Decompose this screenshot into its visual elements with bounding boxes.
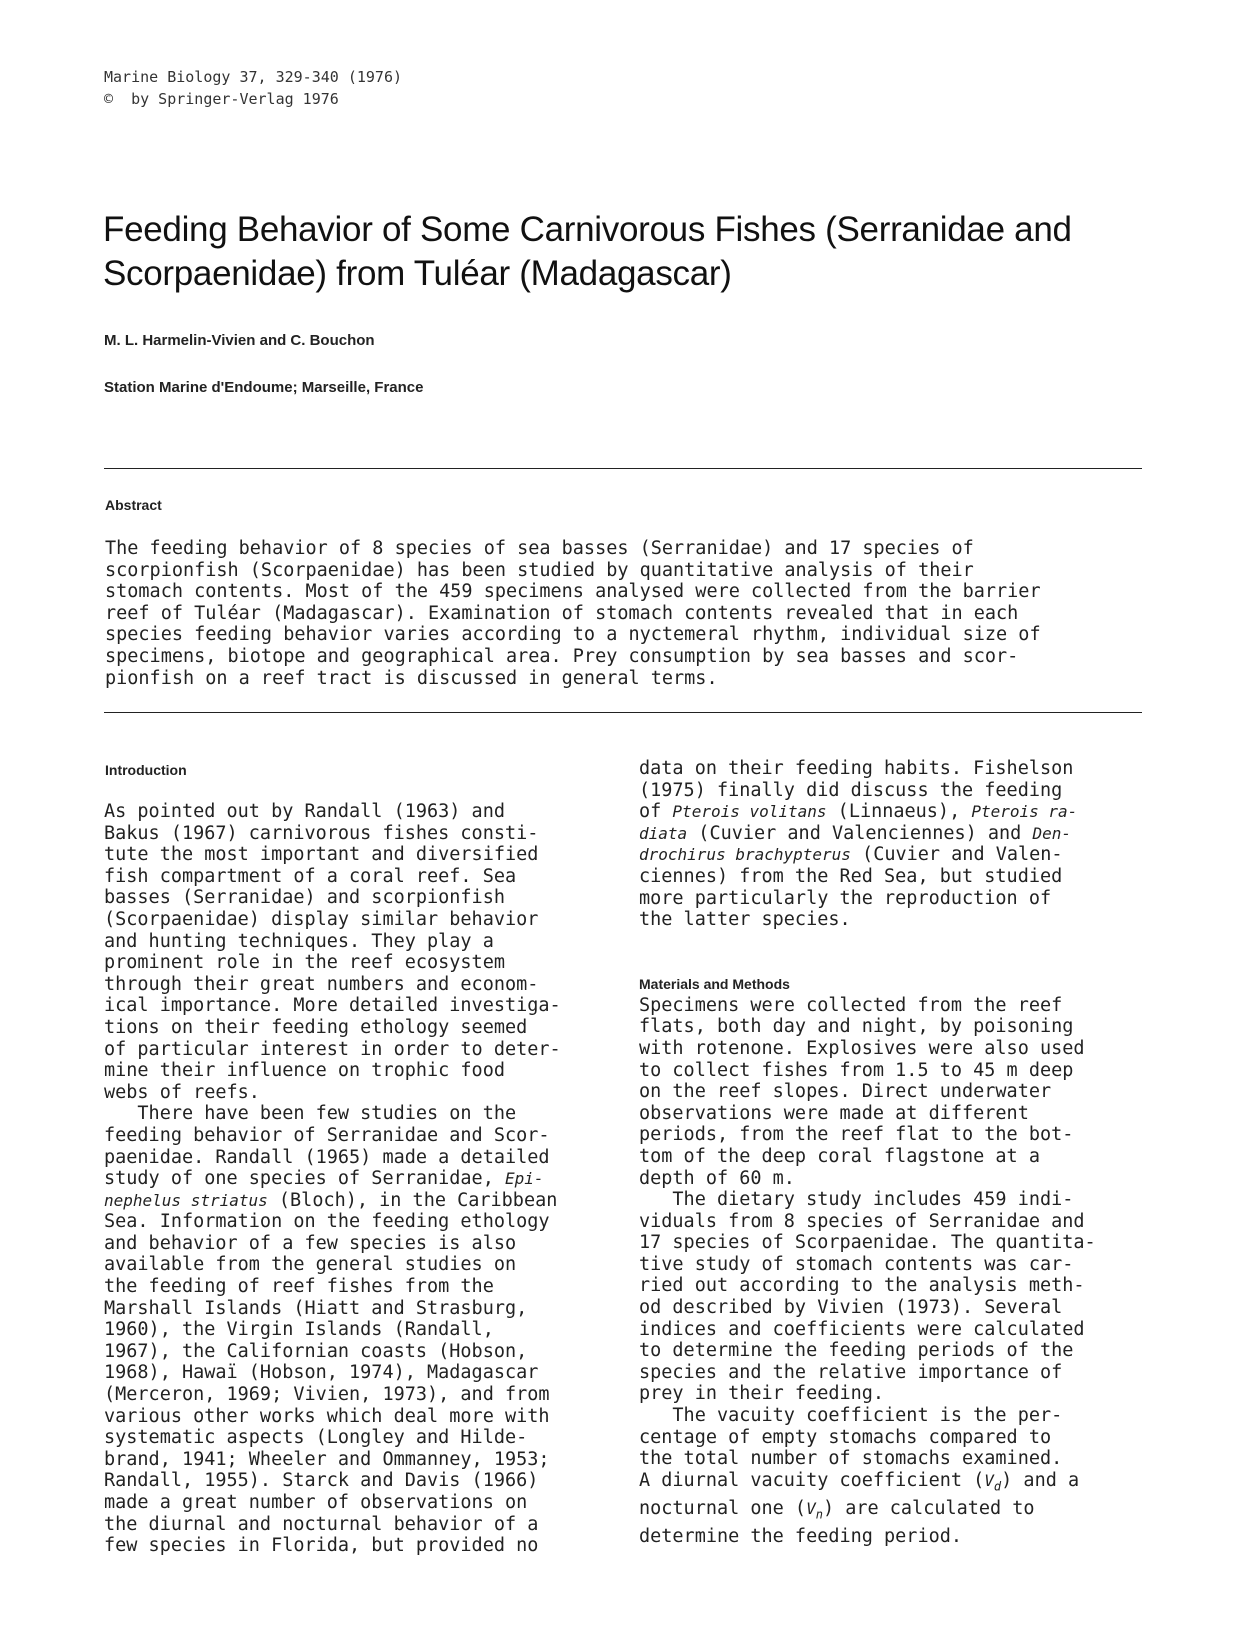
abstract-bottom-rule — [104, 712, 1142, 713]
text-run: (Linnaeus), — [826, 801, 972, 823]
text-line: species and the relative importance of — [639, 1361, 1063, 1383]
abstract-line: stomach contents. Most of the 459 specimens analysed were collected from the barrier — [105, 581, 1041, 603]
text-line: and behavior of a few species is also — [104, 1232, 517, 1254]
text-line: Marshall Islands (Hiatt and Strasburg, — [104, 1297, 528, 1319]
text-run: ) are calculated to — [822, 1498, 1035, 1520]
journal-header — [104, 66, 402, 110]
abstract-top-rule — [104, 468, 1142, 469]
abstract-line: specimens, biotope and geographical area. Prey consumption by sea basses and scor- — [105, 645, 1019, 667]
text-line: with rotenone. Explosives were also used — [639, 1037, 1085, 1059]
abstract-line: The feeding behavior of 8 species of sea basses (Serranidae) and 17 species of — [105, 538, 974, 559]
species-name-italic: Pterois ra- — [971, 802, 1078, 822]
text-line: The dietary study includes 459 indi- — [639, 1189, 1074, 1211]
text-line: various other works which deal more with — [104, 1405, 550, 1427]
abstract-body — [105, 538, 1205, 689]
text-line: indices and coefficients were calculated — [639, 1318, 1085, 1340]
text-line: data on their feeding habits. Fishelson — [639, 758, 1074, 779]
text-line: viduals from 8 species of Serranidae and — [639, 1210, 1085, 1232]
article-authors: M. L. Harmelin-Vivien and C. Bouchon — [104, 332, 375, 349]
text-line: The vacuity coefficient is the per- — [639, 1405, 1063, 1427]
text-line: od described by Vivien (1973). Several — [639, 1297, 1063, 1319]
text-line: made a great number of observations on — [104, 1492, 528, 1513]
text-line: Specimens were collected from the reef — [639, 994, 1063, 1016]
text-line: Randall, 1955). Starck and Davis (1966) — [104, 1470, 539, 1492]
text-line: centage of empty stomachs compared to — [639, 1426, 1052, 1448]
text-line: basses (Serranidae) and scorpionfish — [104, 887, 505, 909]
text-line — [104, 1168, 624, 1190]
text-line — [639, 844, 1159, 866]
text-line — [639, 1470, 1159, 1498]
text-run: (Bloch), in the Caribbean — [267, 1189, 558, 1211]
text-line: As pointed out by Randall (1963) and — [104, 801, 505, 822]
text-run: ) and a — [1001, 1469, 1080, 1491]
abstract-line: reef of Tuléar (Madagascar). Examination of stomach contents revealed that in each — [105, 602, 1019, 624]
species-name-italic: Epi- — [504, 1169, 544, 1189]
journal-citation: Marine Biology 37, 329-340 (1976) — [104, 68, 403, 86]
text-line — [639, 801, 1159, 823]
text-line: ical importance. More detailed investiga- — [104, 995, 561, 1017]
text-run: (Cuvier and Valen- — [850, 844, 1063, 866]
article-title-line-1: Feeding Behavior of Some Carnivorous Fishes (Serranidae and — [103, 210, 1072, 249]
text-line: ried out according to the analysis meth- — [639, 1275, 1085, 1297]
text-line: fish compartment of a coral reef. Sea — [104, 865, 517, 887]
text-line: (Merceron, 1969; Vivien, 1973), and from — [104, 1384, 550, 1406]
text-line: tions on their feeding ethology seemed — [104, 1016, 528, 1038]
text-line — [639, 1498, 1159, 1526]
article-title — [103, 208, 1143, 296]
text-line: prominent role in the reef ecosystem — [104, 952, 505, 974]
symbol-v: V — [806, 1499, 816, 1519]
text-line: periods, from the reef flat to the bot- — [639, 1124, 1074, 1146]
symbol-v: V — [984, 1470, 994, 1490]
text-line: the total number of stomachs examined. — [639, 1448, 1063, 1470]
text-line: feeding behavior of Serranidae and Scor- — [104, 1124, 550, 1146]
text-line: There have been few studies on the — [104, 1103, 517, 1125]
text-line: depth of 60 m. — [639, 1167, 795, 1189]
text-line: 1967), the Californian coasts (Hobson, — [104, 1340, 528, 1362]
text-line: flats, both day and night, by poisoning — [639, 1016, 1074, 1038]
text-line: tive study of stomach contents was car- — [639, 1253, 1074, 1275]
text-line: and hunting techniques. They play a — [104, 930, 494, 952]
text-line: of particular interest in order to deter- — [104, 1038, 561, 1060]
journal-copyright: © by Springer-Verlag 1976 — [104, 90, 339, 108]
species-name-italic: nephelus striatus — [104, 1190, 268, 1210]
text-line: prey in their feeding. — [639, 1383, 885, 1405]
text-line: few species in Florida, but provided no — [104, 1535, 539, 1557]
text-line: the latter species. — [639, 909, 851, 931]
species-name-italic: Den- — [1032, 823, 1071, 843]
text-run: (Cuvier and Valenciennes) and — [687, 822, 1033, 844]
species-name-italic: Pterois volitans — [672, 802, 827, 822]
text-line: brand, 1941; Wheeler and Ommanney, 1953; — [104, 1448, 550, 1470]
text-line: available from the general studies on — [104, 1254, 517, 1276]
text-run: A diurnal vacuity coefficient ( — [639, 1469, 985, 1491]
text-line: ciennes) from the Red Sea, but studied — [639, 865, 1063, 887]
abstract-line: scorpionfish (Scorpaenidae) has been studied by quantitative analysis of their — [105, 559, 974, 581]
abstract-line: pionfish on a reef tract is discussed in general terms. — [105, 667, 718, 689]
text-run: study of one species of Serranidae, — [104, 1168, 505, 1190]
abstract-line: species feeding behavior varies according to a nyctemeral rhythm, individual size of — [105, 624, 1041, 646]
text-run: of — [639, 801, 673, 823]
text-line: Sea. Information on the feeding ethology — [104, 1211, 550, 1233]
introduction-body — [104, 801, 624, 1557]
text-line: to determine the feeding periods of the — [639, 1340, 1074, 1362]
text-line — [639, 823, 1159, 845]
subscript-d: d — [993, 1479, 1002, 1494]
article-title-line-2: Scorpaenidae) from Tuléar (Madagascar) — [103, 254, 732, 293]
text-line: tute the most important and diversified — [104, 844, 539, 866]
text-line: the feeding of reef fishes from the — [104, 1276, 494, 1298]
text-line — [104, 1190, 624, 1212]
text-line: Bakus (1967) carnivorous fishes consti- — [104, 822, 539, 844]
subscript-n: n — [815, 1507, 823, 1522]
text-line: observations were made at different — [639, 1102, 1029, 1124]
text-run: nocturnal one ( — [639, 1498, 807, 1520]
article-affiliation: Station Marine d'Endoume; Marseille, France — [104, 379, 424, 396]
materials-methods-heading: Materials and Methods — [639, 976, 790, 992]
text-line: (1975) finally did discuss the feeding — [639, 779, 1063, 801]
species-name-italic: drochirus brachypterus — [639, 845, 851, 865]
text-line: 17 species of Scorpaenidae. The quantita- — [639, 1232, 1096, 1254]
text-line: webs of reefs. — [104, 1081, 260, 1103]
text-line: to collect fishes from 1.5 to 45 m deep — [639, 1059, 1074, 1081]
text-line: (Scorpaenidae) display similar behavior — [104, 908, 539, 930]
text-line: determine the feeding period. — [639, 1526, 963, 1548]
text-line: mine their influence on trophic food — [104, 1060, 505, 1082]
text-line: on the reef slopes. Direct underwater — [639, 1081, 1052, 1103]
text-line: paenidae. Randall (1965) made a detailed — [104, 1146, 550, 1168]
text-line: 1968), Hawaï (Hobson, 1974), Madagascar — [104, 1362, 539, 1384]
text-line: 1960), the Virgin Islands (Randall, — [104, 1319, 494, 1341]
introduction-heading: Introduction — [105, 762, 187, 778]
text-line: systematic aspects (Longley and Hilde- — [104, 1427, 528, 1449]
text-line: tom of the deep coral flagstone at a — [639, 1145, 1040, 1167]
text-line: more particularly the reproduction of — [639, 887, 1052, 909]
text-line: through their great numbers and econom- — [104, 973, 539, 995]
text-line: the diurnal and nocturnal behavior of a — [104, 1513, 539, 1535]
right-column-body — [639, 758, 1159, 1548]
species-name-italic: diata — [639, 823, 688, 843]
abstract-heading: Abstract — [105, 497, 162, 513]
